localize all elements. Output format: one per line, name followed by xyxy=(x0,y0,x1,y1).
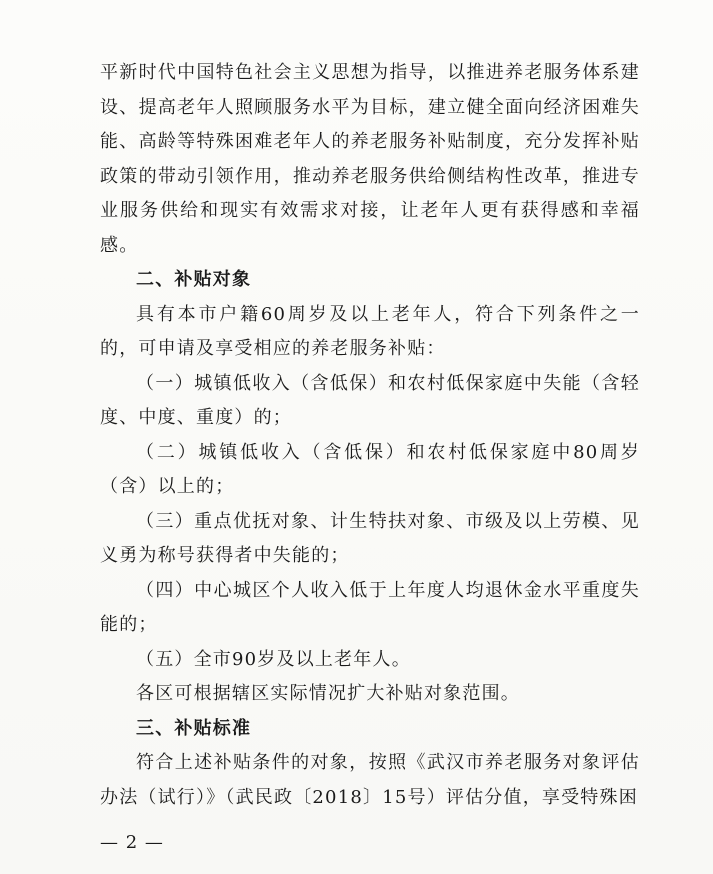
paragraph-standard: 符合上述补贴条件的对象，按照《武汉市养老服务对象评估办法（试行）》（武民政〔2018〕15号）评估分值，享受特殊困 xyxy=(100,752,640,808)
page-number: — 2 — xyxy=(100,832,164,853)
paragraph-scope: 各区可根据辖区实际情况扩大补贴对象范围。 xyxy=(136,683,520,704)
list-item-5: （五）全市90岁及以上老年人。 xyxy=(136,648,411,670)
paragraph-intro: 平新时代中国特色社会主义思想为指导，以推进养老服务体系建设、提高老年人照顾服务水平为目标，建立健全面向经济困难失能、高龄等特殊困难老年人的养老服务补贴制度，充分发挥补贴政策的带动引领作用，推动养老服务供给侧结构性改革，推进专业服务供给和现实有效需求对接，让老年人更有获得感和幸福感。 xyxy=(100,62,640,256)
list-item-1: （一）城镇低收入（含低保）和农村低保家庭中失能（含轻度、中度、重度）的； xyxy=(100,372,640,428)
list-item-4: （四）中心城区个人收入低于上年度人均退休金水平重度失能的； xyxy=(100,579,640,635)
list-item-3: （三）重点优抚对象、计生特扶对象、市级及以上劳模、见义勇为称号获得者中失能的； xyxy=(100,510,640,566)
section-heading-subsidy-recipients: 二、补贴对象 xyxy=(136,269,252,290)
list-item-2: （二）城镇低收入（含低保）和农村低保家庭中80周岁（含）以上的； xyxy=(100,441,640,497)
document-body xyxy=(100,56,640,815)
paragraph-eligibility: 具有本市户籍60周岁及以上老年人，符合下列条件之一的，可申请及享受相应的养老服务补贴： xyxy=(100,303,640,359)
section-heading-subsidy-standard: 三、补贴标准 xyxy=(136,717,252,739)
